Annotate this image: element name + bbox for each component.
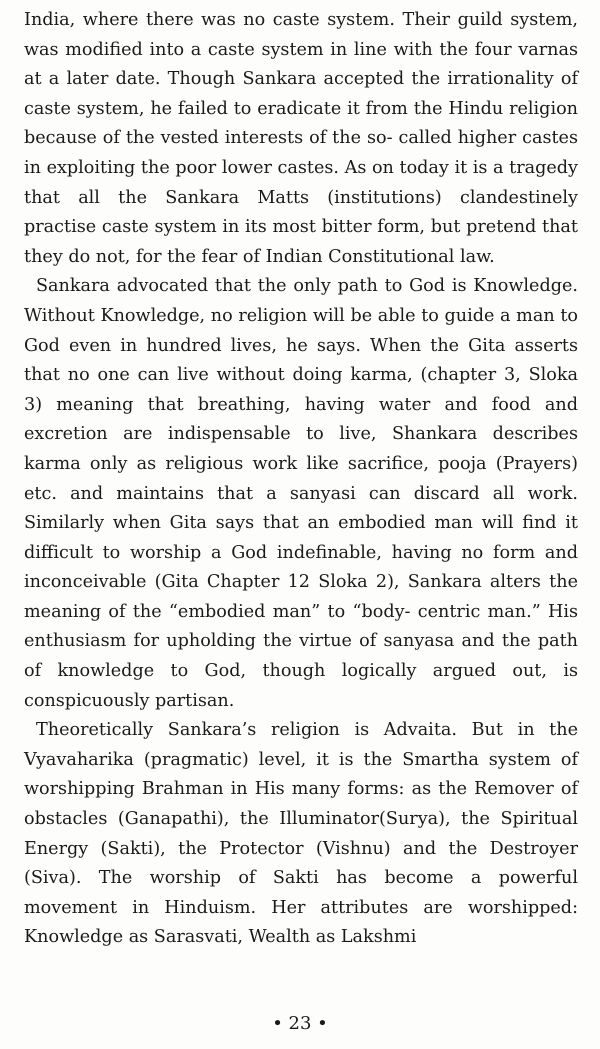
body-text (24, 6, 578, 953)
paragraph-advaita-smartha: Theoretically Sankara’s religion is Advaita. But in the Vyavaharika (pragmatic) level, it is the Smartha system of worshipping Brahman in His many forms: as the Remover of obstacles (Ganapathi), the Illuminator(Surya), the Spiritual Energy (Sakti), the Protector (Vishnu) and the Destroyer (Siva). The worship of Sakti has become a powerful movement in Hinduism. Her attributes are worshipped: Knowledge as Sarasvati, Wealth as Lakshmi (24, 720, 578, 948)
page-number: • 23 • (272, 1013, 328, 1034)
paragraph-caste-system: India, where there was no caste system. Their guild system, was modified into a caste system in line with the four varnas at a later date. Though Sankara accepted the irrationality of caste system, he failed to eradicate it from the Hindu religion because of the vested interests of the so- called higher castes in exploiting the poor lower castes. As on today it is a tragedy that all the Sankara Matts (institutions) clandestinely practise caste system in its most bitter form, but pretend that they do not, for the fear of Indian Constitutional law. (24, 10, 578, 267)
paragraph-knowledge-path: Sankara advocated that the only path to God is Knowledge. Without Knowledge, no religion will be able to guide a man to God even in hundred lives, he says. When the Gita asserts that no one can live without doing karma, (chapter 3, Sloka 3) meaning that breathing, having water and food and excretion are indispensable to live, Shankara describes karma only as religious work like sacrifice, pooja (Prayers) etc. and maintains that a sanyasi can discard all work. Similarly when Gita says that an embodied man will find it difficult to worship a God indefinable, having no form and inconceivable (Gita Chapter 12 Sloka 2), Sankara alters the meaning of the “embodied man” to “body- centric man.” His enthusiasm for upholding the virtue of sanyasa and the path of knowledge to God, though logically argued out, is conspicuously partisan. (24, 276, 578, 711)
